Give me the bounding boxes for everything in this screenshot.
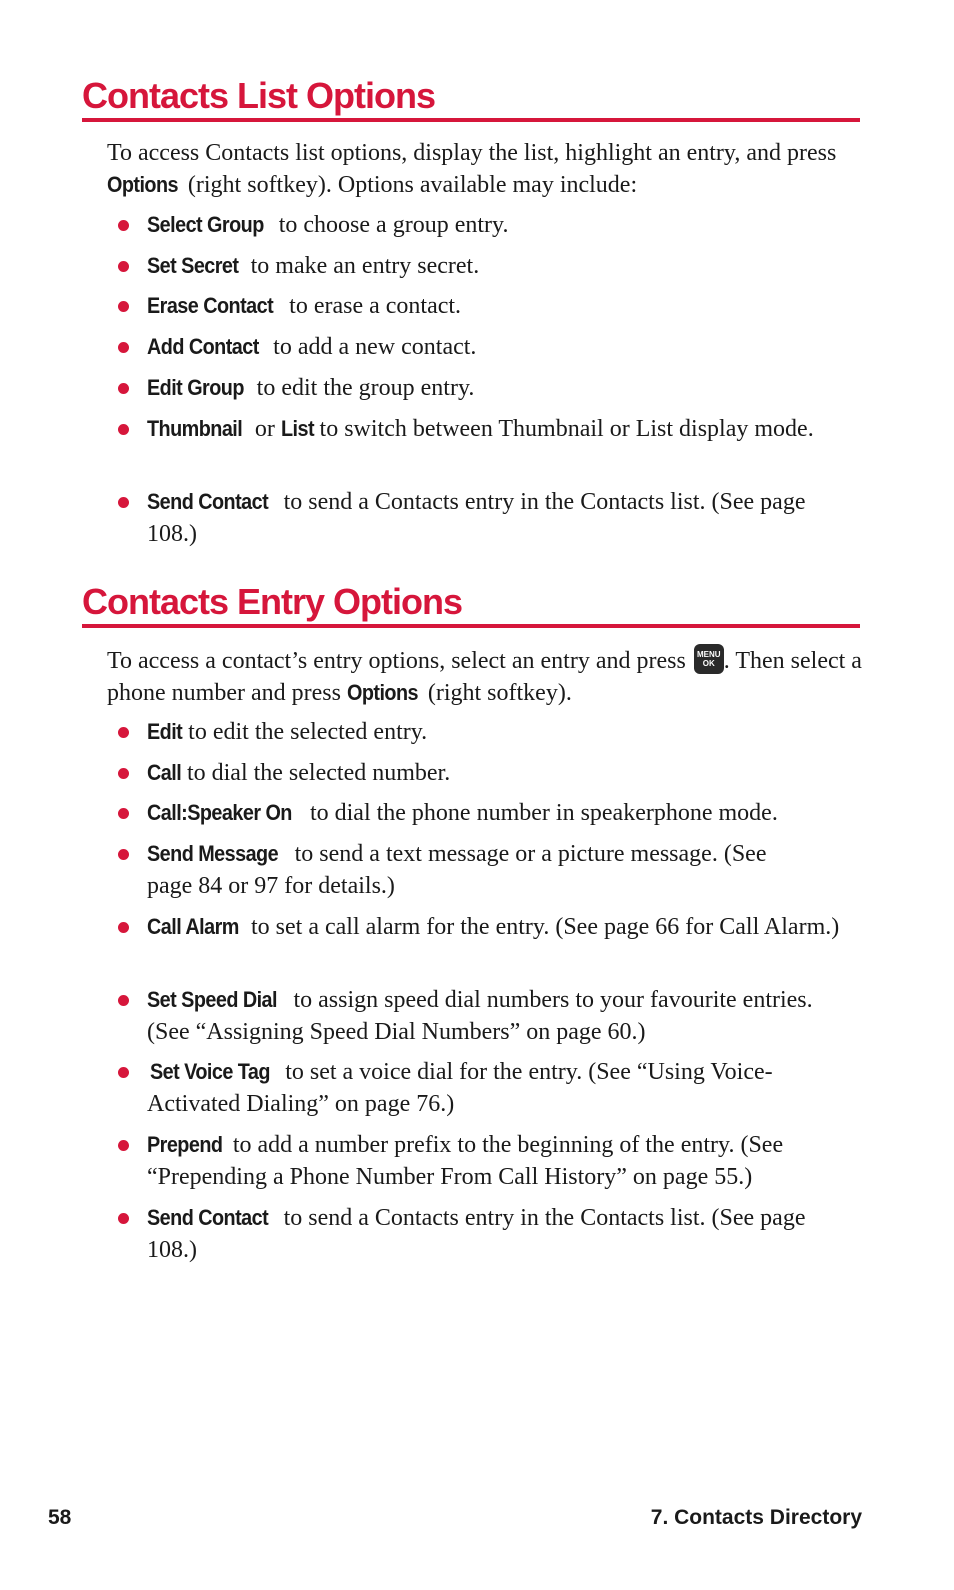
option-description: to send a text message or a picture message. (See page 84 or 97 for details.) xyxy=(147,841,767,899)
bullet-icon xyxy=(118,424,129,435)
option-keyword: Erase Contact xyxy=(147,293,274,318)
option-keyword: Set Secret xyxy=(147,253,239,278)
option-keyword: List xyxy=(280,416,314,441)
option-description: to switch between Thumbnail or List display mode. xyxy=(313,416,814,442)
list-item xyxy=(147,413,859,445)
option-keyword: Add Contact xyxy=(147,334,259,359)
page-number: 58 xyxy=(48,1506,72,1529)
intro-text: . Then select a phone number and press xyxy=(107,648,862,706)
option-keyword: Send Contact xyxy=(147,489,269,514)
list-item xyxy=(147,1202,859,1266)
bullet-icon xyxy=(118,768,129,779)
intro-keyword: Options xyxy=(107,172,179,197)
section-intro-paragraph xyxy=(107,644,867,709)
list-item xyxy=(147,250,859,282)
option-description: to choose a group entry. xyxy=(272,212,509,238)
list-item xyxy=(147,372,859,404)
option-description: to set a voice dial for the entry. (See “Using Voice-Activated Dialing” on page 76.) xyxy=(147,1059,773,1117)
option-description: to erase a contact. xyxy=(283,293,462,319)
intro-text: (right softkey). Options available may include: xyxy=(181,172,638,198)
bullet-icon xyxy=(118,342,129,353)
section-intro-paragraph xyxy=(107,137,867,201)
option-keyword: Send Message xyxy=(147,841,279,866)
bullet-icon xyxy=(118,1140,129,1151)
intro-keyword: Options xyxy=(346,680,418,705)
option-description: to assign speed dial numbers to your favourite entries. (See “Assigning Speed Dial Numbers” on page 60.) xyxy=(147,987,813,1045)
bullet-icon xyxy=(118,261,129,272)
bullet-icon xyxy=(118,497,129,508)
list-item xyxy=(147,911,859,943)
bullet-icon xyxy=(118,383,129,394)
list-item xyxy=(147,797,877,829)
option-description: to dial the selected number. xyxy=(180,760,451,786)
option-description: to dial the phone number in speakerphone mode. xyxy=(303,800,778,826)
option-description: to make an entry secret. xyxy=(244,253,480,279)
option-description: to set a call alarm for the entry. (See page 66 for Call Alarm.) xyxy=(245,914,840,940)
list-item xyxy=(147,716,859,748)
intro-text: To access a contact’s entry options, select an entry and press xyxy=(107,648,692,674)
list-item xyxy=(147,1056,859,1120)
list-item xyxy=(147,486,859,550)
bullet-icon xyxy=(118,922,129,933)
bullet-icon xyxy=(118,727,129,738)
chapter-name: 7. Contacts Directory xyxy=(650,1506,862,1529)
section-heading-contacts-entry-options: Contacts Entry Options xyxy=(82,582,860,628)
ok-key-label: OK xyxy=(702,659,715,668)
option-description: to edit the selected entry. xyxy=(182,719,428,745)
menu-key-label: MENU xyxy=(697,650,721,659)
bullet-icon xyxy=(118,301,129,312)
list-item xyxy=(147,209,859,241)
option-description: to add a new contact. xyxy=(267,334,477,360)
bullet-icon xyxy=(118,808,129,819)
option-connector: or xyxy=(248,416,281,442)
option-keyword: Send Contact xyxy=(147,1205,269,1230)
option-description: to send a Contacts entry in the Contacts list. (See page 108.) xyxy=(147,1205,806,1263)
bullet-icon xyxy=(118,849,129,860)
option-keyword: Set Voice Tag xyxy=(150,1059,270,1084)
menu-ok-key-icon xyxy=(694,644,724,674)
option-keyword: Edit Group xyxy=(147,375,244,400)
list-item xyxy=(147,1129,862,1193)
option-keyword: Edit xyxy=(147,719,183,744)
option-keyword: Call Alarm xyxy=(147,914,239,939)
option-keyword: Thumbnail xyxy=(147,416,243,441)
bullet-icon xyxy=(118,220,129,231)
list-item xyxy=(147,331,859,363)
option-keyword: Prepend xyxy=(147,1132,223,1157)
option-keyword: Call:Speaker On xyxy=(147,800,292,825)
option-keyword: Set Speed Dial xyxy=(147,987,277,1012)
intro-text: (right softkey). xyxy=(421,680,572,706)
list-item xyxy=(147,290,859,322)
option-keyword: Select Group xyxy=(147,212,264,237)
option-keyword: Call xyxy=(147,760,182,785)
bullet-icon xyxy=(118,1067,129,1078)
option-description: to edit the group entry. xyxy=(250,375,475,401)
option-description: to add a number prefix to the beginning of the entry. (See “Prepending a Phone Number From Call History” on page 55.) xyxy=(147,1132,784,1190)
bullet-icon xyxy=(118,1213,129,1224)
section-heading-contacts-list-options: Contacts List Options xyxy=(82,76,860,122)
list-item xyxy=(147,757,859,789)
list-item xyxy=(147,838,787,902)
option-description: to send a Contacts entry in the Contacts list. (See page 108.) xyxy=(147,489,806,547)
list-item xyxy=(147,984,859,1048)
intro-text: To access Contacts list options, display the list, highlight an entry, and press xyxy=(107,140,837,166)
bullet-icon xyxy=(118,995,129,1006)
